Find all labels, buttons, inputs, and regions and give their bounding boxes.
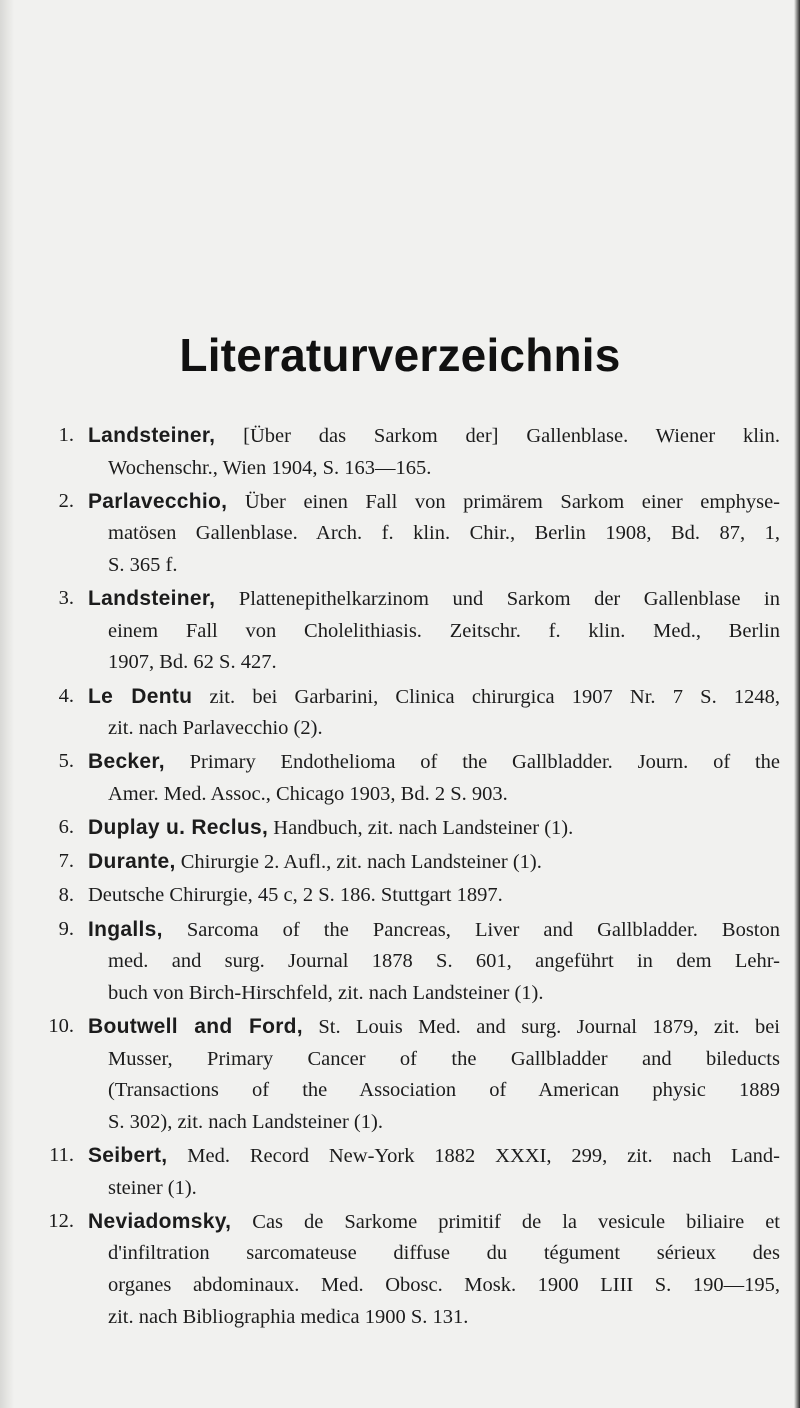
reference-item [20,583,780,679]
reference-text: zit. nach Parlavecchio (2). [108,717,323,740]
reference-text: St. Louis Med. and surg. Journal 1879, zit. bei [318,1016,780,1039]
reference-number: 4. [58,684,74,707]
reference-author: Le Dentu [88,684,193,708]
reference-author: Duplay u. Reclus, [88,816,269,840]
reference-item [20,1140,780,1204]
reference-number: 11. [49,1144,74,1166]
reference-text: Cas de Sarkome primitif de la vesicule biliaire et [252,1210,781,1233]
reference-number: 3. [58,587,74,610]
reference-line [108,713,780,745]
reference-number: 10. [48,1015,74,1038]
reference-line [88,1140,780,1173]
reference-line [108,1107,780,1139]
reference-line [108,946,780,978]
reference-text: Handbuch, zit. nach Landsteiner (1). [273,817,574,840]
page-title: Literaturverzeichnis [179,329,621,381]
reference-text: med. and surg. Journal 1878 S. 601, angeführt in dem Lehr- [108,950,780,973]
reference-line [108,779,780,811]
reference-item [20,914,780,1010]
reference-line [108,550,780,582]
reference-line [88,812,780,845]
reference-text: Chirurgie 2. Aufl., zit. nach Landsteiner (1). [180,851,542,874]
reference-number: 7. [58,850,74,873]
reference-line [88,880,780,912]
reference-line [108,518,780,550]
reference-text: Sarcoma of the Pancreas, Liver and Gallbladder. Boston [186,918,781,941]
reference-number: 12. [48,1209,74,1232]
reference-item [20,846,780,879]
reference-text: Wochenschr., Wien 1904, S. 163—165. [108,456,432,479]
reference-line [108,1075,780,1107]
reference-text: Primary Endothelioma of the Gallbladder. Journ. of the [189,751,781,774]
reference-line [88,681,780,714]
reference-line [108,1044,780,1076]
reference-author: Durante, [88,850,176,874]
reference-line [108,1238,780,1270]
reference-line [108,1302,780,1334]
reference-text: matösen Gallenblase. Arch. f. klin. Chir., Berlin 1908, Bd. 87, 1, [108,522,780,545]
reference-number: 1. [58,424,74,446]
reference-item [20,1206,780,1333]
reference-text: einem Fall von Cholelithiasis. Zeitschr. f. klin. Med., Berlin [108,619,780,642]
reference-author: Boutwell and Ford, [88,1015,303,1039]
reference-line [88,583,780,616]
reference-text: (Transactions of the Association of American physic 1889 [108,1079,780,1102]
reference-line [108,978,780,1010]
reference-text: Med. Record New-York 1882 XXXI, 299, zit. nach Land- [187,1145,781,1167]
reference-text: 1907, Bd. 62 S. 427. [108,651,277,674]
reference-line [88,846,780,879]
reference-list [20,420,780,1335]
reference-text: S. 302), zit. nach Landsteiner (1). [108,1110,383,1133]
reference-number: 9. [58,917,74,940]
reference-number: 2. [58,489,74,512]
reference-text: organes abdominaux. Med. Obosc. Mosk. 1900 LIII S. 190—195, [108,1273,780,1296]
reference-text: Musser, Primary Cancer of the Gallbladder and bileducts [108,1047,780,1070]
reference-line [88,420,780,453]
reference-text: Amer. Med. Assoc., Chicago 1903, Bd. 2 S. 903. [108,782,508,805]
reference-author: Landsteiner, [88,587,216,611]
reference-text: steiner (1). [108,1176,197,1199]
reference-author: Becker, [88,750,165,774]
reference-text: Plattenepithelkarzinom und Sarkom der Gallenblase in [238,588,781,611]
reference-text: zit. nach Bibliographia medica 1900 S. 131. [108,1305,469,1328]
reference-item [20,746,780,810]
reference-text: Deutsche Chirurgie, 45 c, 2 S. 186. Stuttgart 1897. [88,884,503,907]
reference-line [88,1011,780,1044]
reference-text: d'infiltration sarcomateuse diffuse du tégument sérieux des [108,1242,780,1265]
reference-author: Seibert, [88,1144,168,1167]
reference-item [20,681,780,745]
reference-item [20,880,780,912]
reference-item [20,486,780,582]
reference-item [20,420,780,484]
reference-line [88,1206,780,1239]
reference-item [20,812,780,845]
page-left-shadow [0,0,14,1408]
reference-line [108,1270,780,1302]
reference-item [20,1011,780,1138]
reference-text: [Über das Sarkom der] Gallenblase. Wiener klin. [243,425,780,447]
reference-text: buch von Birch-Hirschfeld, zit. nach Landsteiner (1). [108,981,544,1004]
reference-line [88,746,780,779]
reference-text: zit. bei Garbarini, Clinica chirurgica 1907 Nr. 7 S. 1248, [209,685,781,708]
reference-author: Landsteiner, [88,424,216,447]
reference-number: 6. [58,816,74,839]
reference-author: Ingalls, [88,917,163,941]
reference-line [88,914,780,947]
reference-author: Neviadomsky, [88,1209,232,1233]
reference-line [108,647,780,679]
reference-number: 8. [58,884,74,907]
reference-number: 5. [58,750,74,773]
reference-line [108,616,780,648]
reference-text: Über einen Fall von primärem Sarkom einer emphyse- [244,490,780,513]
reference-author: Parlavecchio, [88,489,228,513]
page-right-edge [794,0,800,1408]
reference-text: S. 365 f. [108,553,178,576]
reference-line [108,453,780,485]
reference-line [108,1173,780,1205]
reference-line [88,486,780,519]
